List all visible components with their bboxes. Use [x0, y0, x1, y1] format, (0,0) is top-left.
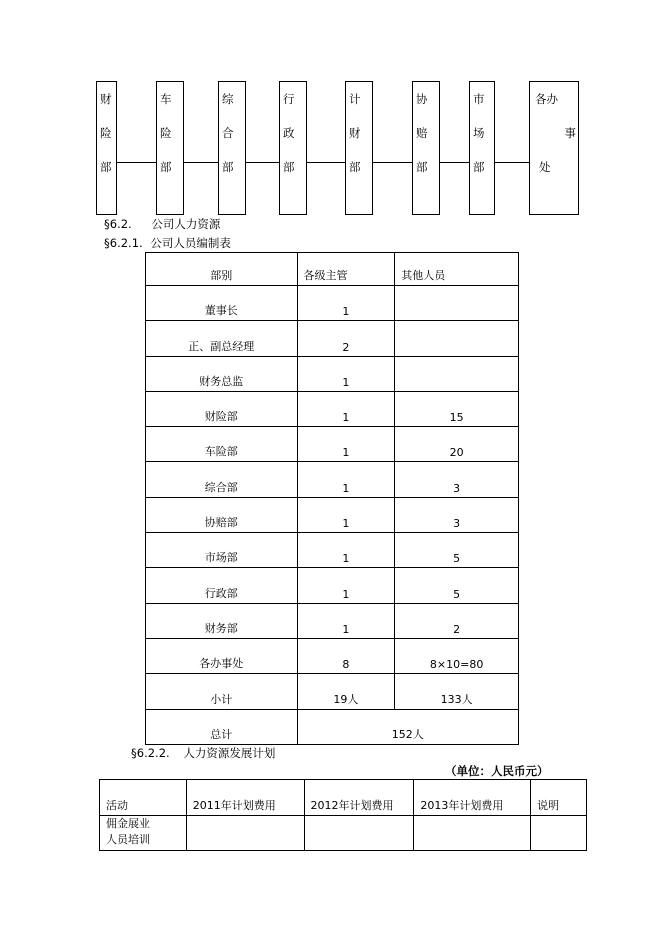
total-row	[146, 709, 519, 744]
org-box-char: 市	[473, 92, 485, 106]
org-box-branch-offices	[529, 81, 579, 215]
total-value: 152人	[297, 709, 518, 744]
managers-cell: 1	[297, 568, 395, 603]
managers-cell: 1	[297, 603, 395, 638]
org-box-char: 部	[100, 160, 112, 174]
org-box-char: 部	[416, 160, 428, 174]
table-row	[146, 321, 519, 356]
dept-cell: 正、副总经理	[146, 321, 298, 356]
managers-cell: 8	[297, 638, 395, 673]
header-cell: 活动	[100, 780, 187, 816]
activity-cell	[100, 816, 187, 851]
org-box-char: 险	[100, 126, 112, 140]
others-cell	[395, 286, 519, 321]
section-number: §6.2.1.	[104, 236, 143, 250]
others-cell	[395, 356, 519, 391]
org-box-char: 赔	[416, 126, 428, 140]
managers-cell: 2	[297, 321, 395, 356]
org-box-char: 各办	[535, 92, 558, 106]
org-box-char: 车	[160, 92, 172, 106]
activity-line: 人员培训	[106, 833, 150, 846]
table-row	[146, 533, 519, 568]
org-box-char: 部	[160, 160, 172, 174]
table-row	[146, 462, 519, 497]
others-cell: 8×10=80	[395, 638, 519, 673]
table-header-row	[146, 253, 519, 286]
subtotal-others: 133人	[395, 674, 519, 709]
others-cell: 3	[395, 497, 519, 532]
section-6-2-1-heading	[104, 235, 231, 251]
org-box-char: 场	[473, 126, 485, 140]
dept-cell: 市场部	[146, 533, 298, 568]
table-header-row	[100, 780, 587, 816]
managers-cell: 1	[297, 356, 395, 391]
dept-cell: 财险部	[146, 391, 298, 426]
org-box-char: 计	[349, 92, 361, 106]
header-cell: 2013年计划费用	[414, 780, 531, 816]
header-cell: 2011年计划费用	[186, 780, 304, 816]
header-cell: 说明	[531, 780, 587, 816]
total-label: 总计	[146, 709, 298, 744]
plan-table	[99, 779, 587, 851]
dept-cell: 董事长	[146, 286, 298, 321]
table-row	[146, 497, 519, 532]
table-row	[146, 391, 519, 426]
cost-2011-cell	[186, 816, 304, 851]
section-number: §6.2.	[104, 217, 132, 231]
others-cell: 5	[395, 568, 519, 603]
dept-cell: 综合部	[146, 462, 298, 497]
table-row	[146, 568, 519, 603]
managers-cell: 1	[297, 533, 395, 568]
managers-cell: 1	[297, 497, 395, 532]
unit-note: （单位：人民币元）	[445, 764, 549, 778]
dept-cell: 各办事处	[146, 638, 298, 673]
cost-2013-cell	[414, 816, 531, 851]
managers-cell: 1	[297, 462, 395, 497]
others-cell: 15	[395, 391, 519, 426]
org-box-char: 综	[222, 92, 234, 106]
org-box-planning-finance	[345, 81, 373, 215]
table-row	[146, 427, 519, 462]
managers-cell: 1	[297, 391, 395, 426]
org-box-char: 政	[283, 126, 295, 140]
subtotal-row	[146, 674, 519, 709]
dept-cell: 财务部	[146, 603, 298, 638]
managers-cell: 1	[297, 427, 395, 462]
org-box-char: 事	[564, 126, 576, 140]
others-cell: 2	[395, 603, 519, 638]
org-box-char: 部	[349, 160, 361, 174]
table-row	[146, 356, 519, 391]
section-title: 人力资源发展计划	[183, 746, 276, 760]
org-box-char: 财	[100, 92, 112, 106]
others-cell: 3	[395, 462, 519, 497]
dept-cell: 协赔部	[146, 497, 298, 532]
header-cell: 其他人员	[395, 253, 519, 286]
org-box-char: 处	[539, 160, 551, 174]
section-number: §6.2.2.	[131, 746, 170, 760]
table-row	[146, 603, 519, 638]
org-box-finance-insurance	[96, 81, 117, 215]
subtotal-managers: 19人	[297, 674, 395, 709]
org-box-general	[218, 81, 246, 215]
org-box-char: 部	[283, 160, 295, 174]
section-title: 公司人员编制表	[150, 236, 231, 250]
others-cell: 5	[395, 533, 519, 568]
note-cell	[531, 816, 587, 851]
org-box-char: 险	[160, 126, 172, 140]
org-box-char: 行	[283, 92, 295, 106]
cost-2012-cell	[304, 816, 414, 851]
org-box-auto-insurance	[156, 81, 184, 215]
org-box-claims	[412, 81, 440, 215]
org-box-char: 部	[473, 160, 485, 174]
managers-cell: 1	[297, 286, 395, 321]
org-box-administration	[279, 81, 307, 215]
table-row	[146, 286, 519, 321]
staff-table	[145, 252, 519, 745]
subtotal-label: 小计	[146, 674, 298, 709]
header-cell: 2012年计划费用	[304, 780, 414, 816]
others-cell	[395, 321, 519, 356]
table-row	[100, 816, 587, 851]
org-box-char: 合	[222, 126, 234, 140]
dept-cell: 财务总监	[146, 356, 298, 391]
header-cell: 部别	[146, 253, 298, 286]
table-row	[146, 638, 519, 673]
org-box-marketing	[469, 81, 495, 215]
dept-cell: 车险部	[146, 427, 298, 462]
org-box-char: 协	[416, 92, 428, 106]
activity-line: 佣金展业	[106, 817, 150, 830]
dept-cell: 行政部	[146, 568, 298, 603]
org-box-char: 部	[222, 160, 234, 174]
section-6-2-2-heading	[131, 745, 275, 761]
section-6-2-heading	[104, 216, 220, 232]
others-cell: 20	[395, 427, 519, 462]
org-box-char: 财	[349, 126, 361, 140]
section-title: 公司人力资源	[151, 217, 221, 231]
header-cell: 各级主管	[297, 253, 395, 286]
